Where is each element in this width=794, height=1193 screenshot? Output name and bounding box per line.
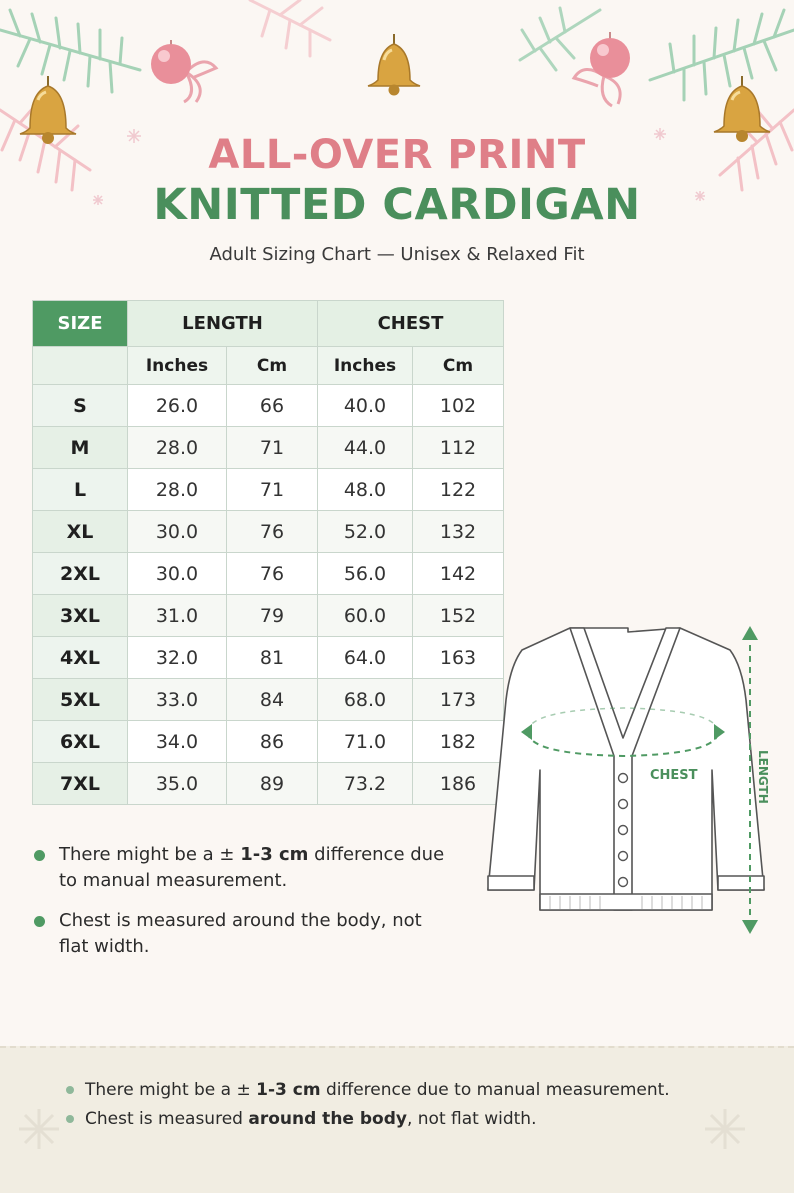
chest-inches-cell: 60.0 — [318, 595, 413, 637]
table-row — [33, 763, 504, 805]
bullet-icon — [66, 1115, 74, 1123]
title-line-2: KNITTED CARDIGAN — [153, 180, 641, 230]
table-row — [33, 385, 504, 427]
chest-cm-cell: 112 — [413, 427, 504, 469]
chest-inches-cell: 44.0 — [318, 427, 413, 469]
footer-notes — [66, 1080, 766, 1138]
length-inches-cell: 31.0 — [128, 595, 227, 637]
length-inches-cell: 34.0 — [128, 721, 227, 763]
footer-note-tolerance-text — [85, 1080, 670, 1100]
footer-note-chest-a: Chest is measured — [85, 1109, 249, 1129]
chest-inches-cell: 64.0 — [318, 637, 413, 679]
cardigan-cuff-left — [488, 876, 534, 890]
size-cell: 4XL — [33, 637, 128, 679]
chest-cm-cell: 163 — [413, 637, 504, 679]
length-header: LENGTH — [128, 301, 318, 347]
size-cell: M — [33, 427, 128, 469]
chest-cm-cell: 152 — [413, 595, 504, 637]
table-row — [33, 595, 504, 637]
note-tolerance-range: 1-3 cm — [240, 844, 309, 865]
chest-cm-cell: 142 — [413, 553, 504, 595]
note-tolerance — [34, 842, 454, 894]
chest-cm-cell: 102 — [413, 385, 504, 427]
footer-note-tolerance — [66, 1080, 766, 1100]
chest-cm-cell: 173 — [413, 679, 504, 721]
footer-note-tolerance-range: 1-3 cm — [256, 1080, 321, 1100]
chest-inches-cell: 73.2 — [318, 763, 413, 805]
cardigan-hem — [540, 894, 712, 910]
note-chest-text: Chest is measured around the body, not flat width. — [59, 910, 422, 957]
length-inches-cell: 33.0 — [128, 679, 227, 721]
length-cm-cell: 84 — [227, 679, 318, 721]
length-cm-cell: 66 — [227, 385, 318, 427]
table-row — [33, 721, 504, 763]
length-cm-cell: 89 — [227, 763, 318, 805]
note-tolerance-text-a: There might be a ± — [59, 844, 241, 865]
length-inches-header: Inches — [128, 347, 227, 385]
table-row — [33, 553, 504, 595]
size-header: SIZE — [33, 301, 128, 347]
title-line-1: ALL-OVER PRINT — [208, 132, 586, 178]
chest-inches-cell: 71.0 — [318, 721, 413, 763]
size-cell: XL — [33, 511, 128, 553]
chest-label: CHEST — [650, 768, 698, 783]
length-cm-cell: 81 — [227, 637, 318, 679]
bullet-icon — [34, 916, 45, 927]
length-inches-cell: 28.0 — [128, 427, 227, 469]
chest-cm-cell: 182 — [413, 721, 504, 763]
length-cm-cell: 76 — [227, 511, 318, 553]
size-cell: 7XL — [33, 763, 128, 805]
size-cell: 5XL — [33, 679, 128, 721]
length-label: LENGTH — [756, 750, 770, 804]
chest-cm-cell: 186 — [413, 763, 504, 805]
footer-note-tolerance-c: difference due to manual measurement. — [320, 1080, 670, 1100]
chest-inches-cell: 68.0 — [318, 679, 413, 721]
subtitle: Adult Sizing Chart — Unisex & Relaxed Fit — [209, 244, 585, 265]
chest-header: CHEST — [318, 301, 504, 347]
size-chart-table — [32, 300, 504, 805]
chest-cm-cell: 122 — [413, 469, 504, 511]
chest-inches-header: Inches — [318, 347, 413, 385]
note-tolerance-text — [59, 842, 454, 894]
length-cm-cell: 71 — [227, 469, 318, 511]
measurement-notes — [34, 842, 454, 974]
cardigan-cuff-right — [718, 876, 764, 890]
snowflake-icon — [14, 1104, 64, 1154]
length-inches-cell: 26.0 — [128, 385, 227, 427]
bullet-icon — [34, 850, 45, 861]
note-tolerance-text-c: difference due to manual measurement. — [59, 844, 445, 891]
length-inches-cell: 35.0 — [128, 763, 227, 805]
size-cell: L — [33, 469, 128, 511]
length-cm-cell: 71 — [227, 427, 318, 469]
length-cm-cell: 79 — [227, 595, 318, 637]
size-cell: 3XL — [33, 595, 128, 637]
size-cell: 2XL — [33, 553, 128, 595]
table-row — [33, 679, 504, 721]
cardigan-illustration — [480, 620, 780, 940]
size-cell: 6XL — [33, 721, 128, 763]
bell-icon — [20, 34, 770, 144]
footer-band — [0, 1046, 794, 1193]
footer-note-chest-b: around the body — [248, 1109, 407, 1129]
length-inches-cell: 30.0 — [128, 511, 227, 553]
table-row — [33, 511, 504, 553]
table-row — [33, 427, 504, 469]
chest-cm-header: Cm — [413, 347, 504, 385]
footer-note-chest-text — [85, 1109, 536, 1129]
size-cell: S — [33, 385, 128, 427]
length-inches-cell: 32.0 — [128, 637, 227, 679]
chest-cm-cell: 132 — [413, 511, 504, 553]
length-cm-cell: 76 — [227, 553, 318, 595]
bullet-icon — [66, 1086, 74, 1094]
size-subheader-blank — [33, 347, 128, 385]
ornament-ball-icon — [151, 32, 630, 106]
length-cm-cell: 86 — [227, 721, 318, 763]
note-chest — [34, 908, 454, 960]
footer-note-chest-c: , not flat width. — [406, 1109, 537, 1129]
length-cm-header: Cm — [227, 347, 318, 385]
chest-inches-cell: 48.0 — [318, 469, 413, 511]
length-inches-cell: 30.0 — [128, 553, 227, 595]
table-row — [33, 637, 504, 679]
length-inches-cell: 28.0 — [128, 469, 227, 511]
chest-inches-cell: 52.0 — [318, 511, 413, 553]
table-row — [33, 469, 504, 511]
chest-inches-cell: 40.0 — [318, 385, 413, 427]
chest-inches-cell: 56.0 — [318, 553, 413, 595]
size-rows — [33, 385, 504, 805]
footer-note-tolerance-a: There might be a ± — [85, 1080, 257, 1100]
footer-note-chest — [66, 1109, 766, 1129]
